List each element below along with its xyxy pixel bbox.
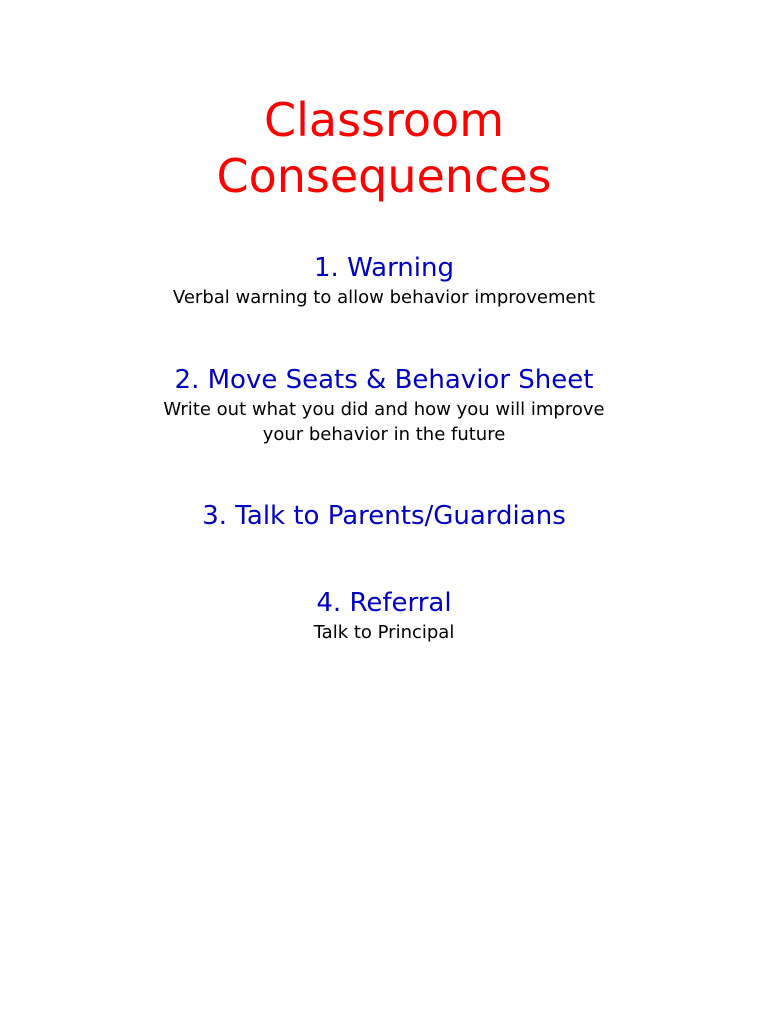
page-title-line-2: Consequences <box>216 149 552 203</box>
step-heading: 1. Warning <box>314 253 454 283</box>
step-description: Talk to Principal <box>313 622 455 643</box>
step-description: your behavior in the future <box>262 424 506 445</box>
page-title-line-1: Classroom <box>263 93 505 147</box>
step-description: Write out what you did and how you will improve <box>163 399 605 420</box>
step-heading: 2. Move Seats & Behavior Sheet <box>174 365 594 395</box>
step-heading: 4. Referral <box>316 588 452 618</box>
step-description: Verbal warning to allow behavior improvement <box>172 287 596 308</box>
step-heading: 3. Talk to Parents/Guardians <box>202 501 566 531</box>
